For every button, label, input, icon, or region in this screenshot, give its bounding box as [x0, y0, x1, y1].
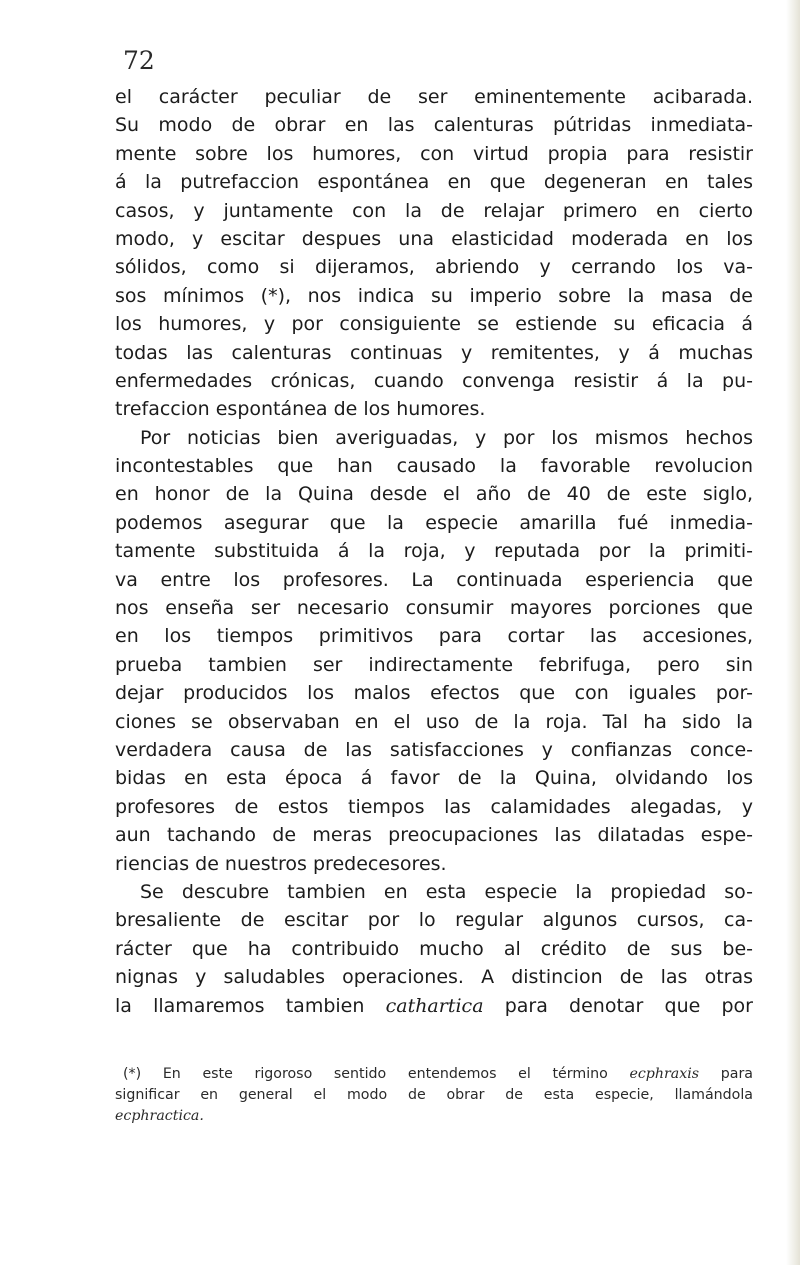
text-line: á la putrefaccion espontánea en que degeneran en tales	[115, 171, 753, 194]
text-line: nignas y saludables operaciones. A distincion de las otras	[115, 966, 753, 989]
text-line: en honor de la Quina desde el año de 40 de este siglo,	[115, 483, 753, 506]
text-line: Su modo de obrar en las calenturas pútridas inmediata-	[115, 114, 753, 137]
text-line: todas las calenturas continuas y remitentes, y á muchas	[115, 341, 753, 364]
text-line: casos, y juntamente con la de relajar primero en cierto	[115, 199, 753, 222]
text-line: aun tachando de meras preocupaciones las dilatadas espe-	[115, 824, 753, 847]
italic-term: cathartica	[385, 994, 484, 1017]
text-line: sólidos, como si dijeramos, abriendo y cerrando los va-	[115, 256, 753, 279]
text-line: en los tiempos primitivos para cortar las accesiones,	[115, 625, 753, 648]
text-line: verdadera causa de las satisfacciones y confianzas conce-	[115, 738, 753, 761]
text-line: bresaliente de escitar por lo regular algunos cursos, ca-	[115, 909, 753, 932]
text-line: prueba tambien ser indirectamente febrifuga, pero sin	[115, 653, 753, 676]
text-line: enfermedades crónicas, cuando convenga resistir á la pu-	[115, 369, 753, 392]
text-line: dejar producidos los malos efectos que con iguales por-	[115, 682, 753, 705]
footnote-line: significar en general el modo de obrar de esta especie, llamándola	[115, 1087, 753, 1103]
italic-term: ecphractica.	[115, 1108, 204, 1124]
body-text	[115, 83, 753, 1020]
footnote-text: (*) En este rigoroso sentido entendemos el término	[123, 1066, 630, 1082]
text-line: va entre los profesores. La continuada esperiencia que	[115, 568, 753, 591]
text-line: trefaccion espontánea de los humores.	[115, 398, 486, 421]
text-fragment: la llamaremos tambien	[115, 994, 386, 1017]
text-line: los humores, y por consiguiente se estiende su eficacia á	[115, 313, 753, 336]
footnote-text: para	[699, 1066, 753, 1082]
text-line: podemos asegurar que la especie amarilla fué inmedia-	[115, 511, 753, 534]
text-line: mente sobre los humores, con virtud propia para resistir	[115, 142, 753, 165]
text-line: nos enseña ser necesario consumir mayores porciones que	[115, 597, 753, 620]
text-line: incontestables que han causado la favorable revolucion	[115, 455, 753, 478]
text-fragment: para denotar que por	[483, 994, 753, 1017]
text-line: riencias de nuestros predecesores.	[115, 852, 447, 875]
footnote	[115, 1064, 753, 1127]
page-edge-shadow	[786, 0, 800, 1265]
text-line: ciones se observaban en el uso de la roja. Tal ha sido la	[115, 710, 753, 733]
text-line-with-italic	[115, 992, 753, 1020]
footnote-line	[115, 1106, 753, 1127]
text-line: sos mínimos (*), nos indica su imperio sobre la masa de	[115, 284, 753, 307]
footnote-line	[115, 1064, 753, 1085]
text-line: profesores de estos tiempos las calamidades alegadas, y	[115, 795, 753, 818]
text-line: rácter que ha contribuido mucho al crédito de sus be-	[115, 937, 753, 960]
text-line: Se descubre tambien en esta especie la propiedad so-	[140, 880, 753, 903]
page-number: 72	[123, 46, 155, 75]
text-line: bidas en esta época á favor de la Quina, olvidando los	[115, 767, 753, 790]
text-line: tamente substituida á la roja, y reputada por la primiti-	[115, 540, 753, 563]
text-line: Por noticias bien averiguadas, y por los mismos hechos	[140, 426, 753, 449]
italic-term: ecphraxis	[629, 1066, 700, 1082]
text-line: el carácter peculiar de ser eminentemente acibarada.	[115, 86, 753, 108]
text-line: modo, y escitar despues una elasticidad moderada en los	[115, 227, 753, 250]
